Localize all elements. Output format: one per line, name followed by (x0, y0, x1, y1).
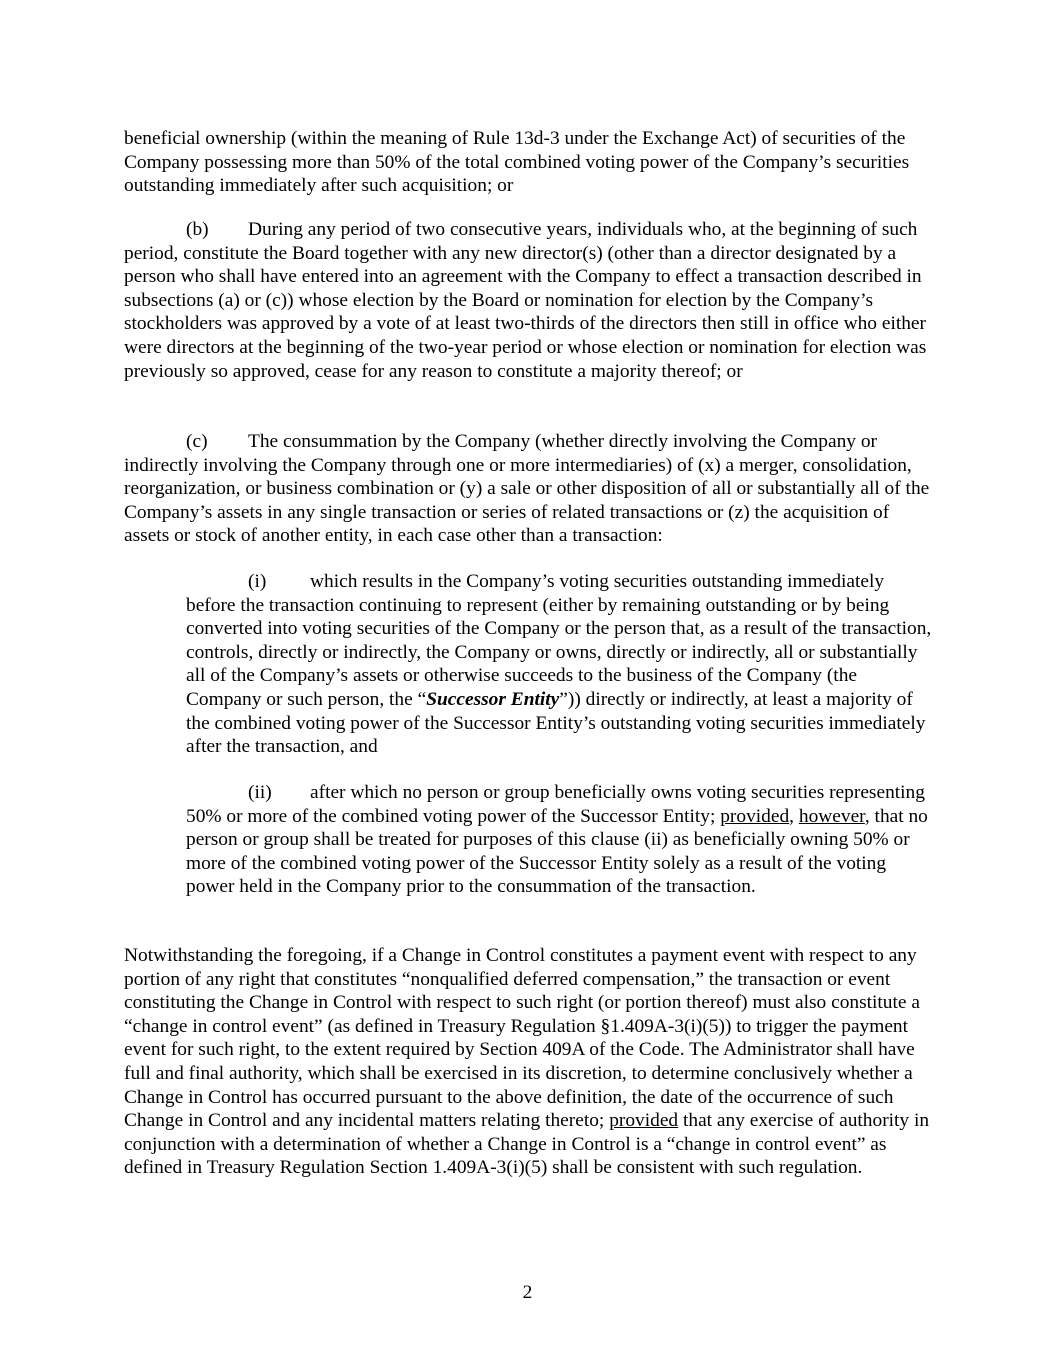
clause-b-paragraph (124, 218, 936, 383)
sub-clause-i-text-after: ”)) directly or indirectly, at least a majority of the combined voting power of the Successor Entity’s outstanding voting securities immediately after the transaction, and (186, 688, 926, 758)
page-number: 2 (522, 1282, 533, 1303)
sub-clause-ii-paragraph (186, 781, 936, 899)
clause-c-paragraph (124, 430, 936, 548)
sub-clause-i-paragraph (186, 570, 936, 759)
notwithstanding-text-before: Notwithstanding the foregoing, if a Change in Control constitutes a payment event with respect to any portion of any right that constitutes “nonqualified deferred compensation,” the transaction or event constituting the Change in Control with respect to such right (or portion thereof) must also constitute a “change in control event” (as defined in Treasury Regulation §1.409A-3(i)(5)) to trigger the payment event for such right, to the extent required by Section 409A of the Code. The Administrator shall have full and final authority, which shall be exercised in its discretion, to determine conclusively whether a Change in Control has occurred pursuant to the above definition, the date of the occurrence of such Change in Control and any incidental matters relating thereto; (124, 945, 920, 1132)
clause-b-label: (b) (186, 219, 209, 240)
notwithstanding-paragraph (124, 944, 936, 1180)
successor-entity-defined-term: Successor Entity (426, 688, 560, 710)
however-underlined: however (798, 805, 865, 827)
clause-c-text: The consummation by the Company (whether directly involving the Company or indirectly involving the Company through one or more intermediaries) of (x) a merger, consolidation, reorganization, or business combination or (y) a sale or other disposition of all or substantially all of the Company’s assets in any single transaction or series of related transactions or (z) the acquisition of assets or stock of another entity, in each case other than a transaction: (124, 431, 930, 547)
provided-underlined: provided (720, 805, 790, 827)
sub-clause-ii-label: (ii) (248, 782, 272, 803)
sub-clause-i-label: (i) (248, 571, 267, 592)
intro-text: beneficial ownership (within the meaning of Rule 13d-3 under the Exchange Act) of securities of the Company possessing more than 50% of the total combined voting power of the Company’s securities outstanding immediately after such acquisition; or (124, 128, 910, 197)
clause-b-text: During any period of two consecutive years, individuals who, at the beginning of such period, constitute the Board together with any new director(s) (other than a director designated by a person who shall have entered into an agreement with the Company to effect a transaction described in subsections (a) or (c)) whose election by the Board or nomination for election by the Company’s stockholders was approved by a vote of at least two-thirds of the directors then still in office who either were directors at the beginning of the two-year period or whose election or nomination for election was previously so approved, cease for any reason to constitute a majority thereof; or (124, 219, 927, 382)
sub-clause-i-text-before: which results in the Company’s voting securities outstanding immediately before the transaction continuing to represent (either by remaining outstanding or by being converted into voting securities of the Company or the person that, as a result of the transaction, controls, directly or indirectly, the Company or owns, directly or indirectly, all or substantially all of the Company’s assets or otherwise succeeds to the business of the Company (the Company or such person, the “ (186, 571, 932, 710)
sub-clause-ii-text-before: after which no person or group beneficially owns voting securities representing 50% or more of the combined voting power of the Successor Entity; (186, 782, 925, 827)
provided-underlined-2: provided (609, 1110, 679, 1132)
comma: , (789, 805, 795, 827)
sub-clause-ii-text-after: , that no person or group shall be treated for purposes of this clause (ii) as beneficially owning 50% or more of the combined voting power of the Successor Entity solely as a result of the voting power held in the Company prior to the consummation of the transaction. (186, 805, 928, 898)
clause-c-label: (c) (186, 431, 208, 452)
intro-paragraph (124, 127, 936, 198)
notwithstanding-text-after: that any exercise of authority in conjunction with a determination of whether a Change in Control is a “change in control event” as defined in Treasury Regulation Section 1.409A-3(i)(5) shall be consistent with such regulation. (124, 1110, 930, 1179)
